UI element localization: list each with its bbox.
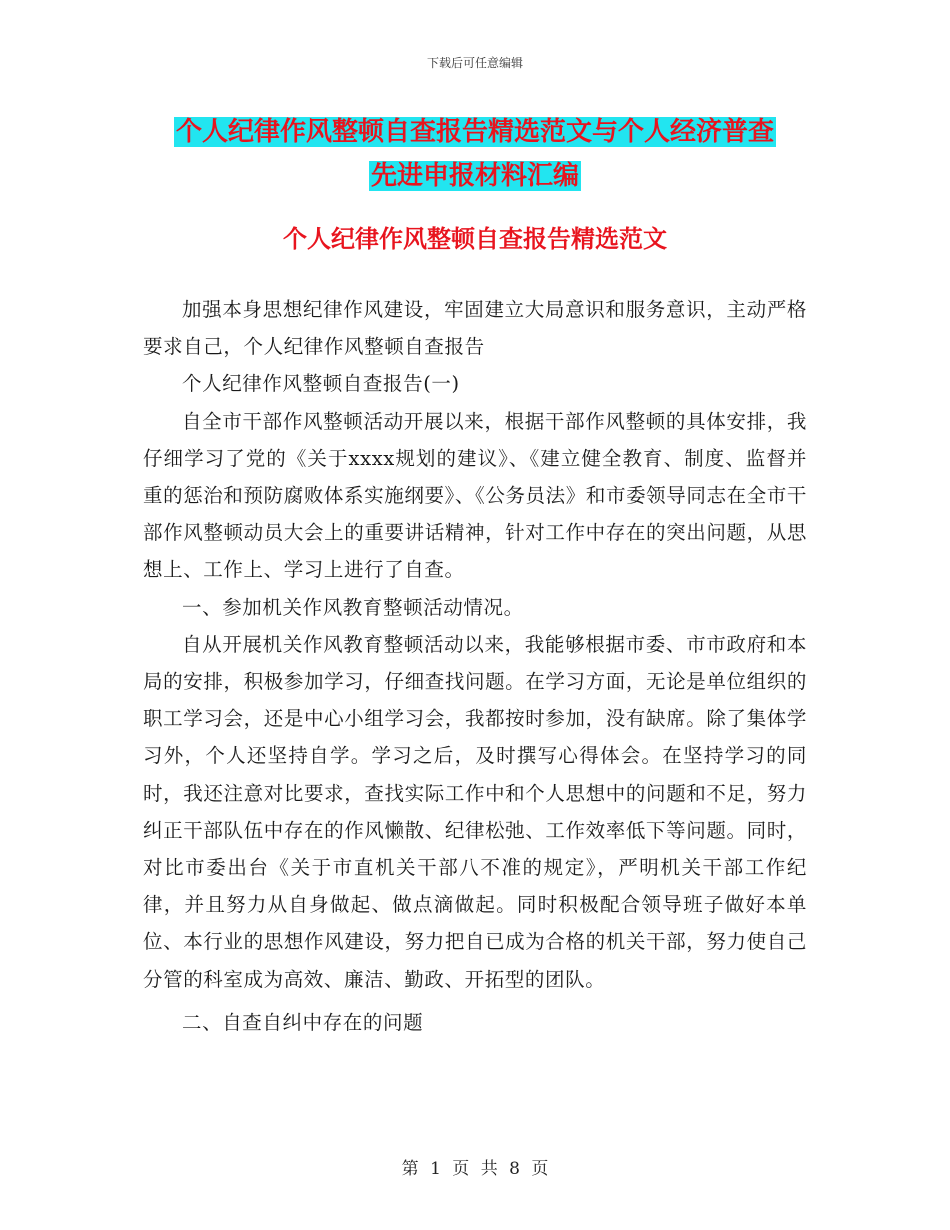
paragraph: 自全市干部作风整顿活动开展以来，根据干部作风整顿的具体安排，我仔细学习了党的《关于xxxx规划的建议》、《建立健全教育、制度、监督并重的惩治和预防腐败体系实施纲要》、《公务员法》和市委领导同志在全市干部作风整顿动员大会上的重要讲话精神，针对工作中存在的突出问题，从思想上、工作上、学习上进行了自查。 (143, 409, 807, 582)
page-footer: 第 1 页 共 8 页 (401, 1159, 549, 1179)
paragraph: 个人纪律作风整顿自查报告(一) (182, 372, 460, 396)
main-title (0, 110, 950, 198)
main-title-line2: 先进申报材料汇编 (370, 161, 579, 191)
paragraph: 自从开展机关作风教育整顿活动以来，我能够根据市委、市市政府和本局的安排，积极参加学习，仔细查找问题。在学习方面，无论是单位组织的职工学习会，还是中心小组学习会，我都按时参加，没有缺席。除了集体学习外，个人还坚持自学。学习之后，及时撰写心得体会。在坚持学习的同时，我还注意对比要求，查找实际工作中和个人思想中的问题和不足，努力纠正干部队伍中存在的作风懒散、纪律松弛、工作效率低下等问题。同时，对比市委出台《关于市直机关干部八不准的规定》，严明机关干部工作纪律，并且努力从自身做起、做点滴做起。同时积极配合领导班子做好本单位、本行业的思想作风建设，努力把自已成为合格的机关干部，努力使自己分管的科室成为高效、廉洁、勤政、开拓型的团队。 (143, 632, 807, 991)
document-body (143, 291, 807, 1041)
main-title-line1: 个人纪律作风整顿自查报告精选范文与个人经济普查 (175, 117, 774, 147)
section-title: 个人纪律作风整顿自查报告精选范文 (283, 224, 667, 253)
paragraph: 一、参加机关作风教育整顿活动情况。 (182, 595, 524, 619)
paragraph: 二、自查自纠中存在的问题 (182, 1010, 424, 1034)
header-note: 下载后可任意编辑 (426, 56, 523, 70)
paragraph: 加强本身思想纪律作风建设，牢固建立大局意识和服务意识，主动严格要求自己，个人纪律作风整顿自查报告 (143, 298, 807, 359)
